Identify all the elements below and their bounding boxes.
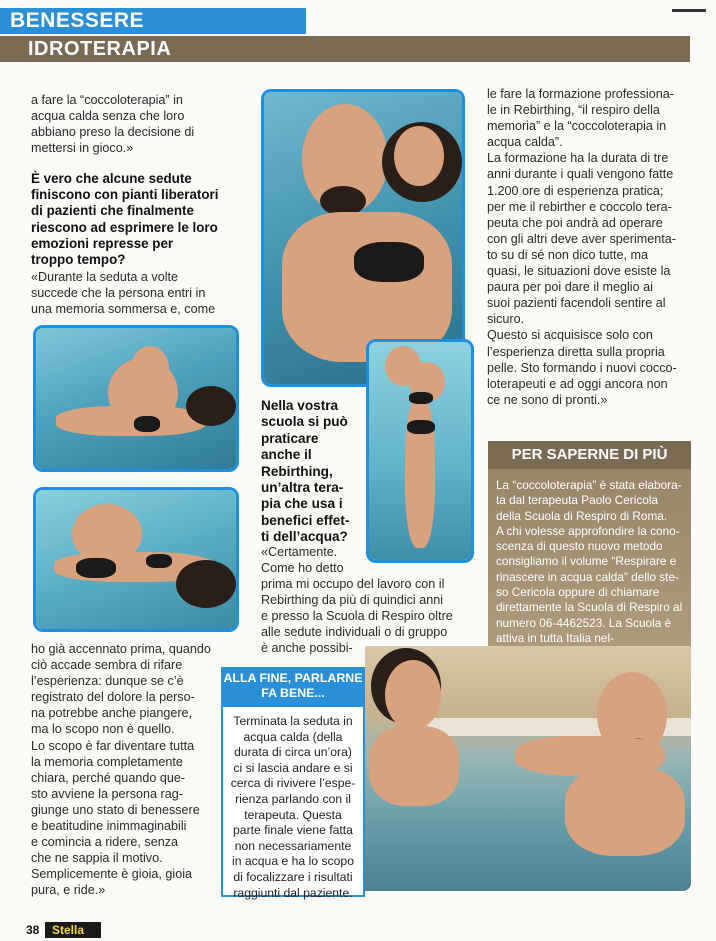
- photo-pool-conversation: [365, 646, 691, 891]
- callout-text: Terminata la seduta in acqua calda (della durata di circa un’ora) ci si lascia andare e si cerca di rivivere l’espe- rienza parlando con il terapeuta. Questa parte finale viene fatta non necessariamente in acqua e ha lo scopo di focalizzare i risultati raggiunti dal paziente.: [230, 714, 356, 900]
- photo-woman-floating: [366, 339, 474, 563]
- question-rebirthing: Nella vostra scuola si può praticare anche il Rebirthing, un’altra tera- pia che usa i benefici effet- ti dell’acqua?: [261, 398, 350, 545]
- intro-paragraph: a fare la “coccoloterapia” in acqua calda senza che loro abbiano preso la decisione di mettersi in gioco.»: [31, 93, 195, 156]
- answer-rebirthing-start: «Certamente. Come ho detto: [261, 545, 344, 576]
- page-title: IDROTERAPIA: [0, 36, 690, 62]
- question-crying: È vero che alcune sedute finiscono con pianti liberatori di pazienti che finalmente riescono ad esprimere le loro emozioni represse per troppo tempo?: [31, 171, 219, 268]
- callout-title: ALLA FINE, PARLARNE FA BENE...: [221, 667, 365, 705]
- training-paragraph: le fare la formazione professiona- le in Rebirthing, “il respiro della memoria” e la “coccoloterapia in acqua calda”. La formazione ha la durata di tre anni durante i quali vengono fatte 1.200 ore di esperienza pratica; per me il rebirther e coccolo tera- peuta che poi andrà ad operare con gli altri deve aver sperimenta- to su di sé non dico tutte, ma quasi, le situazioni dove esiste la paura per poi dare il meglio ai suoi pazienti facendoli sentire al sicuro. Questo si acquisisce solo con l’esperienza diretta sulla propria pelle. Sto formando i nuovi cocco- loterapeuti e ad oggi ancora non ce ne sono di pronti.»: [487, 87, 677, 407]
- photo-floating-session-2: [33, 487, 239, 632]
- info-box-title: PER SAPERNE DI PIÙ: [488, 441, 691, 469]
- answer-crying: «Durante la seduta a volte succede che la persona entri in una memoria sommersa e, come: [31, 270, 216, 317]
- magazine-name: Stella: [45, 922, 101, 938]
- page-number: 38: [26, 923, 40, 937]
- answer-rebirthing: prima mi occupo del lavoro con il Rebirthing da più di quindici anni e presso la Scuola di Respiro oltre alle sedute individuali o di gruppo è anche possibi-: [261, 577, 453, 656]
- header-rule: [672, 9, 706, 12]
- photo-floating-session-1: [33, 325, 239, 472]
- answer-crying-continued: ho già accennato prima, quando ciò accade sembra di rifare l’esperienza: dunque se c’è registrato del dolore la perso- na potrebbe anche piangere, ma lo scopo non è quello. Lo scopo è far diventare tutta la memoria completamente chiara, perché quando que- sto avviene la persona rag- giunge uno stato di benessere e beatitudine inimmaginabili e comincia a ridere, senza che ne sappia il motivo. Semplicemente è gioia, gioia pura, e ride.»: [31, 642, 211, 898]
- info-box-text: La “coccoloterapia” è stata elabora- ta dal terapeuta Paolo Cericola della Scuola di Respiro di Roma. A chi volesse approfondire la cono- scenza di questo nuovo metodo consigliamo il volume “Respirare e rinascere in acqua calda” dello ste- so Cericola oppure di chiamare direttamente la Scuola di Respiro al numero 06-4462523. La Scuola è attiva in tutta Italia nel-: [496, 478, 683, 645]
- section-label: BENESSERE: [0, 8, 306, 34]
